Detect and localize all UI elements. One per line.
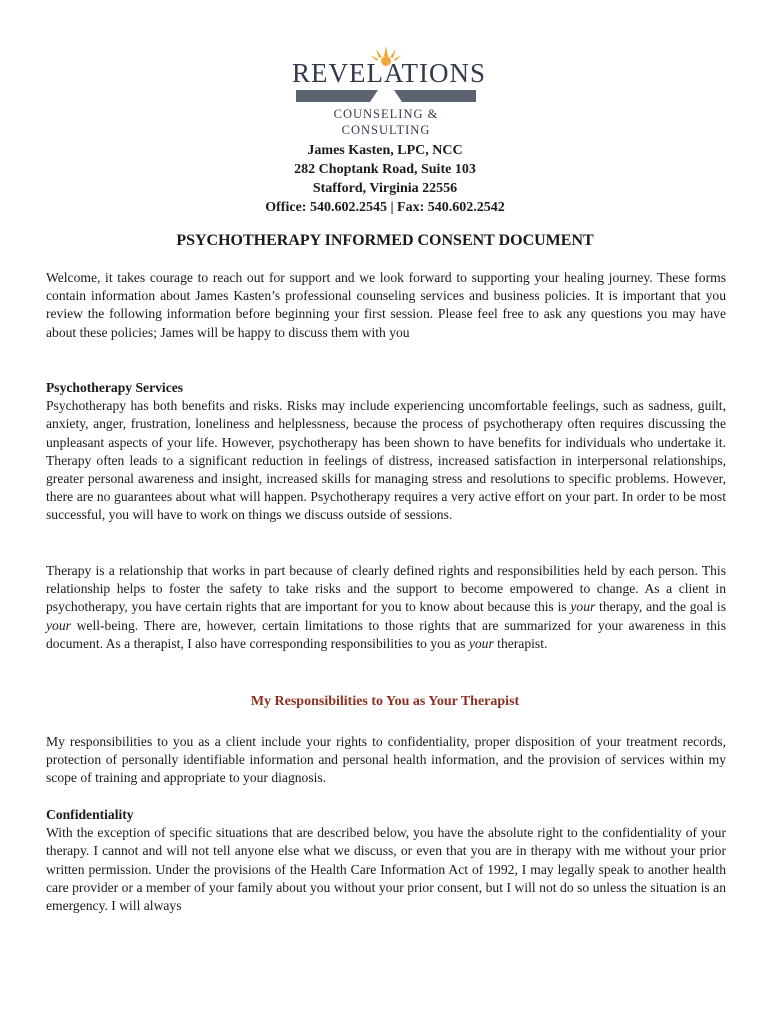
contact-name: James Kasten, LPC, NCC <box>307 143 463 158</box>
relationship-text: Therapy is a relationship that works in part because of clearly defined rights and responsibilities held by each person. This relationship helps to foster the safety to take risks and the support to become empowered to change. As a client in psychotherapy, you have certain rights that are important for you to know about because this is your therapy, and the goal is your well-being. There are, however, certain limitations to those rights that are summarized for your awareness in this document. As a therapist, I also have corresponding responsibilities to you as your therapist. <box>46 563 726 651</box>
contact-address2: Stafford, Virginia 22556 <box>312 181 458 196</box>
responsibilities-heading: My Responsibilities to You as Your Therapist <box>250 694 520 709</box>
confidentiality-section <box>46 806 726 915</box>
intro-paragraph <box>46 269 726 342</box>
services-heading: Psychotherapy Services <box>46 380 184 395</box>
document-title: PSYCHOTHERAPY INFORMED CONSENT DOCUMENT <box>176 232 594 249</box>
confidentiality-heading: Confidentiality <box>46 807 134 822</box>
responsibilities-paragraph <box>46 733 726 788</box>
relationship-paragraph <box>46 562 726 653</box>
services-text: Psychotherapy has both benefits and risks. Risks may include experiencing uncomfortable feelings, such as sadness, guilt, anxiety, anger, frustration, loneliness and helplessness, because the process of psychotherapy often requires discussing the unpleasant aspects of your life. However, psychotherapy has been shown to have benefits for individuals who undertake it. Therapy often leads to a significant reduction in feelings of distress, increased satisfaction in interpersonal relationships, greater personal awareness and insight, increased skills for managing stress and resolutions to specific problems. However, there are no guarantees about what will happen. Psychotherapy requires a very active effort on your part. In order to be most successful, you will have to work on things we discuss outside of sessions. <box>46 398 726 523</box>
services-section <box>46 379 726 525</box>
logo-name: REVELATIONS <box>292 58 486 88</box>
intro-text: Welcome, it takes courage to reach out for support and we look forward to supporting your healing journey. These forms contain information about James Kasten’s professional counseling services and business policies. It is important that you review the following information before beginning your first session. Please feel free to ask any questions you may have about these policies; James will be happy to discuss them with you <box>46 270 726 340</box>
contact-phone: Office: 540.602.2545 | Fax: 540.602.2542 <box>265 200 505 215</box>
contact-block <box>0 141 770 217</box>
company-logo <box>292 44 486 137</box>
confidentiality-text: With the exception of specific situations that are described below, you have the absolute right to the confidentiality of your therapy. I cannot and will not tell anyone else what we discuss, or even that you are in therapy with me without your prior written permission. Under the provisions of the Health Care Information Act of 1992, I may legally speak to another health care provider or a member of your family about you without your prior consent, but I will not do so unless the situation is an emergency. I will always <box>46 825 726 914</box>
responsibilities-text: My responsibilities to you as a client include your rights to confidentiality, proper disposition of your treatment records, protection of personally identifiable information and personal health information, and the provision of services within my scope of training and appropriate to your diagnosis. <box>46 734 726 786</box>
logo-tagline: COUNSELING & CONSULTING <box>333 107 439 137</box>
contact-address1: 282 Choptank Road, Suite 103 <box>294 162 476 177</box>
